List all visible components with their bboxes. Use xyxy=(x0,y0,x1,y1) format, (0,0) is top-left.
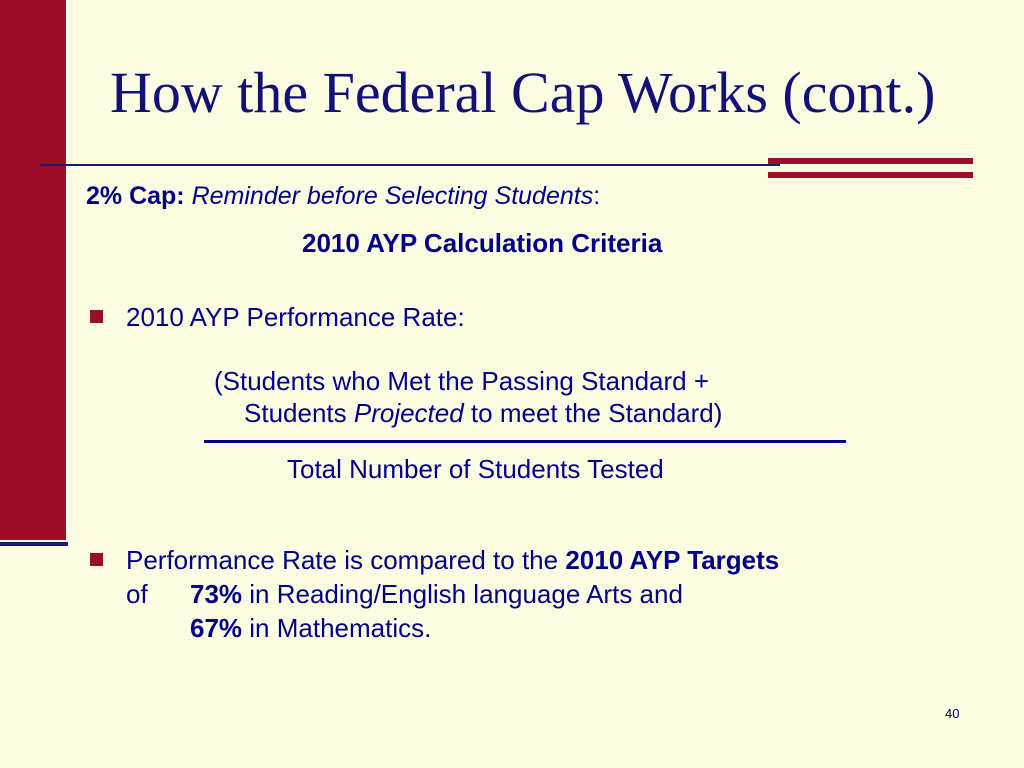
title-underline xyxy=(40,164,780,166)
formula-numerator-line-2 xyxy=(244,400,722,426)
subtitle-bold: 2% Cap: xyxy=(86,182,185,210)
left-accent-bar xyxy=(0,0,66,540)
accent-rule-top xyxy=(768,158,973,164)
bullet-comparison xyxy=(126,547,779,573)
subtitle xyxy=(86,184,600,209)
bullet-performance-rate: 2010 AYP Performance Rate: xyxy=(126,302,465,332)
center-heading: 2010 AYP Calculation Criteria xyxy=(302,228,663,258)
numerator-italic: Projected xyxy=(353,398,464,428)
comparison-of: of xyxy=(126,579,148,609)
subtitle-colon: : xyxy=(593,182,601,210)
accent-rule-bottom xyxy=(768,172,973,178)
formula-numerator-line-1: (Students who Met the Passing Standard + xyxy=(214,366,710,396)
math-text: in Mathematics. xyxy=(242,613,432,643)
comparison-text: Performance Rate is compared to the xyxy=(126,545,566,575)
bullet-square-icon xyxy=(90,553,103,566)
bullet-square-icon xyxy=(90,310,103,323)
subtitle-italic: Reminder before Selecting Students xyxy=(191,182,594,210)
numerator-pre: Students xyxy=(244,398,354,428)
formula-denominator: Total Number of Students Tested xyxy=(287,454,664,484)
reading-text: in Reading/English language Arts and xyxy=(242,579,683,609)
reading-target xyxy=(190,581,683,607)
numerator-post: to meet the Standard) xyxy=(463,398,723,428)
math-target xyxy=(190,615,431,641)
fraction-bar xyxy=(204,440,846,443)
reading-pct: 73% xyxy=(190,579,243,609)
math-pct: 67% xyxy=(190,613,243,643)
page-number: 40 xyxy=(945,706,960,721)
comparison-targets: 2010 AYP Targets xyxy=(565,545,780,575)
left-bar-rule xyxy=(0,542,68,546)
slide-title: How the Federal Cap Works (cont.) xyxy=(110,60,936,125)
